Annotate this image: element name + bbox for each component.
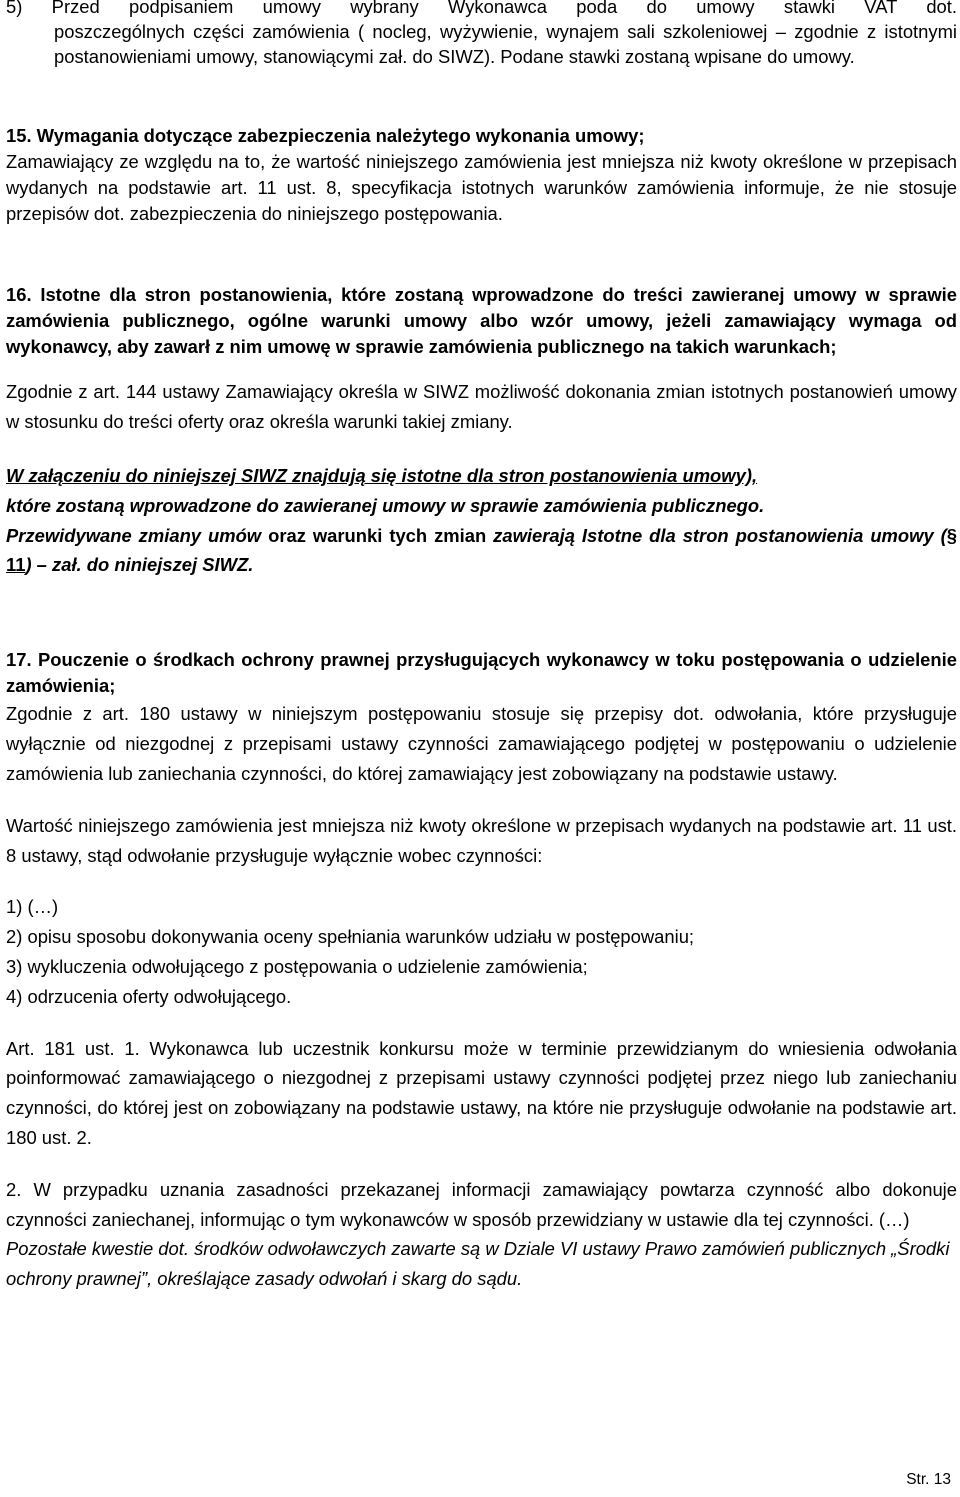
- section-17-heading: 17. Pouczenie o środkach ochrony prawnej przysługujących wykonawcy w toku postępowania o udzielenie zamówienia;: [6, 649, 957, 697]
- section-16-attach-line2: które zostaną wprowadzone do zawieranej umowy w sprawie zamówienia publicznego.: [6, 494, 765, 516]
- section-15: [6, 123, 957, 228]
- section-15-body: Zamawiający ze względu na to, że wartość niniejszego zamówienia jest mniejsza niż kwoty określone w przepisach wydanych na podstawie art. 11 ust. 8, specyfikacja istotnych warunków zamówienia informuje, że nie stosuje przepisów dot. zabezpieczenia do niniejszego postępowania.: [6, 151, 957, 225]
- list-item: 1) (…): [6, 896, 59, 918]
- section-17-remaining: Pozostałe kwestie dot. środków odwoławczych zawarte są w Dziale VI ustawy Prawo zamówień publicznych „Środki ochrony prawnej”, określające zasady odwołań i skarg do sądu.: [6, 1238, 950, 1290]
- section-16-changes-e: ) – zał. do niniejszej SIWZ.: [25, 554, 254, 576]
- section-16-changes-a: Przewidywane zmiany umów: [6, 524, 262, 546]
- section-16-attach-line1: W załączeniu do niniejszej SIWZ znajdują się istotne dla stron postanowienia umowy),: [6, 465, 758, 486]
- list-item: 2) opisu sposobu dokonywania oceny spełniania warunków udziału w postępowaniu;: [6, 926, 695, 948]
- section-16-attachment: [6, 461, 957, 580]
- section-16-changes-c: zawierają Istotne dla stron postanowienia umowy (: [493, 524, 947, 546]
- section-16-changes-d: § 11: [6, 524, 957, 576]
- section-17-body1: Zgodnie z art. 180 ustawy w niniejszym postępowaniu stosuje się przepisy dot. odwołania, które przysługuje wyłącznie od niezgodnej z przepisami ustawy czynności zamawiającego podjętej w postępowaniu o udzielenie zamówienia lub zaniechania czynności, do której zamawiający jest zobowiązany na podstawie ustawy.: [6, 703, 957, 784]
- section-16-heading: 16. Istotne dla stron postanowienia, które zostaną wprowadzone do treści zawieranej umowy w sprawie zamówienia publicznego, ogólne warunki umowy albo wzór umowy, jeżeli zamawiający wymaga od wykonawcy, aby zawarł z nim umowę w sprawie zamówienia publicznego na takich warunkach;: [6, 284, 957, 358]
- section-17-body2: Wartość niniejszego zamówienia jest mniejsza niż kwoty określone w przepisach wydanych na podstawie art. 11 ust. 8 ustawy, stąd odwołanie przysługuje wyłącznie wobec czynności:: [6, 814, 957, 866]
- section-17-art181: Art. 181 ust. 1. Wykonawca lub uczestnik konkursu może w terminie przewidzianym do wniesienia odwołania poinformować zamawiającego o niezgodnej z przepisami ustawy czynności podjętej przez niego lub zaniechaniu czynności, do której jest on zobowiązany na podstawie ustawy, na które nie przysługuje odwołanie na podstawie art. 180 ust. 2.: [6, 1037, 957, 1148]
- section-16-changes-b: oraz warunki tych zmian: [261, 524, 494, 546]
- section-5-line1: 5) Przed podpisaniem umowy wybrany Wykonawca poda do umowy stawki VAT dot.: [6, 0, 957, 17]
- list-item: 4) odrzucenia oferty odwołującego.: [6, 985, 292, 1007]
- section-5: [6, 0, 957, 69]
- section-16: [6, 282, 957, 580]
- section-16-body: Zgodnie z art. 144 ustawy Zamawiający określa w SIWZ możliwość dokonania zmian istotnych postanowień umowy w stosunku do treści oferty oraz określa warunki takiej zmiany.: [6, 381, 957, 433]
- page-number: Str. 13: [906, 1470, 951, 1488]
- section-17-point2: 2. W przypadku uznania zasadności przekazanej informacji zamawiający powtarza czynność albo dokonuje czynności zaniechanej, informując o tym wykonawców w sposób przewidziany w ustawie dla tej czynności. (…): [6, 1178, 957, 1230]
- section-17: [6, 647, 957, 1294]
- list-item: 3) wykluczenia odwołującego z postępowania o udzielenie zamówienia;: [6, 955, 588, 977]
- section-16-changes: [6, 521, 957, 581]
- section-17-list: [6, 892, 957, 1011]
- document-page: [6, 0, 957, 1497]
- section-5-body: poszczególnych części zamówienia ( nocleg, wyżywienie, wynajem sali szkoleniowej – zgodnie z istotnymi postanowieniami umowy, stanowiącymi zał. do SIWZ). Podane stawki zostaną wpisane do umowy.: [54, 21, 957, 68]
- section-15-heading: 15. Wymagania dotyczące zabezpieczenia należytego wykonania umowy;: [6, 125, 645, 146]
